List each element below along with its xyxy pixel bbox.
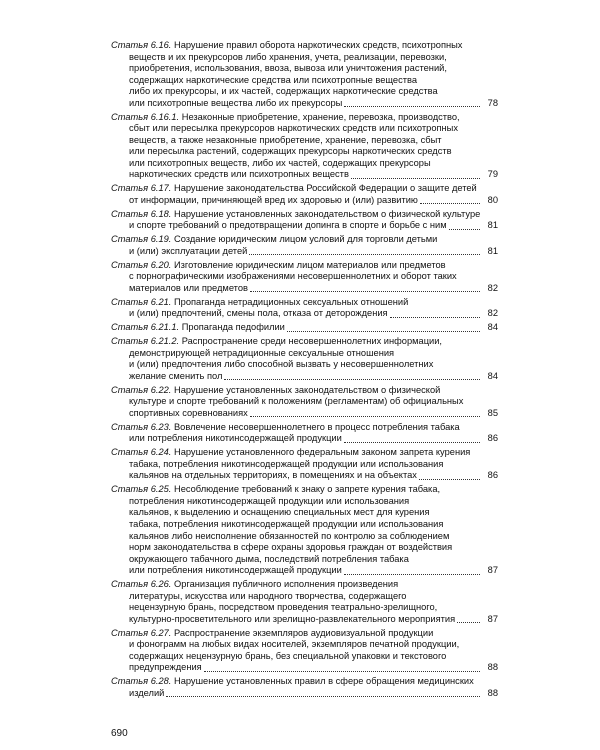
entry-page-number: 86 xyxy=(487,470,498,481)
entry-text-line: изделий xyxy=(129,687,165,698)
entry-text-line: Несоблюдение требований к знаку о запрете курения табака, xyxy=(173,484,441,495)
toc-entry xyxy=(111,676,498,699)
entry-text-line: Нарушение правил оборота наркотических средств, психотропных xyxy=(173,40,463,50)
entry-page-number: 87 xyxy=(487,613,498,624)
dot-leader xyxy=(204,671,480,672)
entry-text-line: содержащих наркотические средства или психотропные вещества xyxy=(129,74,418,85)
entry-text-line: или психотропных веществ, либо их частей, содержащих прекурсоры xyxy=(129,157,431,168)
toc-entry xyxy=(111,422,498,445)
toc-entry xyxy=(111,336,498,382)
entry-page-number: 79 xyxy=(487,169,498,180)
dot-leader xyxy=(420,203,480,204)
entry-text-line: Нарушение установленных правил в сфере обращения медицинских xyxy=(173,676,474,687)
article-number: Статья 6.16.1. xyxy=(111,111,180,122)
entry-text-line: либо их прекурсоры, и их частей, содержащих наркотические средства xyxy=(129,86,438,97)
entry-text-line: желание сменить пол xyxy=(129,370,223,381)
article-number: Статья 6.21.1. xyxy=(111,322,180,333)
entry-page-number: 85 xyxy=(487,407,498,418)
entry-text-line: содержащих нецензурную брань, без специальной упаковки и текстового xyxy=(129,650,447,661)
entry-text-line: Нарушение законодательства Российской Федерации о защите детей xyxy=(173,183,477,194)
toc-entry xyxy=(111,112,498,181)
entry-page-number: 81 xyxy=(487,220,498,231)
entry-text-line: или пересылка растений, содержащих прекурсоры наркотических средств xyxy=(129,146,452,157)
entry-text-line: окружающего табачного дыма, последствий потребления табака xyxy=(129,553,409,564)
article-number: Статья 6.25. xyxy=(111,484,172,495)
entry-text-line: Незаконные приобретение, хранение, перевозка, производство, xyxy=(181,111,460,122)
dot-leader xyxy=(344,106,480,107)
entry-text-line: или потребления никотинсодержащей продукции xyxy=(129,433,342,444)
toc-entry xyxy=(111,40,498,109)
entry-text-line: предупреждения xyxy=(129,662,202,673)
entry-text-line: материалов или предметов xyxy=(129,282,248,293)
article-number: Статья 6.17. xyxy=(111,183,172,194)
entry-text-line: или потребления никотинсодержащей продукции xyxy=(129,565,342,576)
toc-entry xyxy=(111,260,498,295)
entry-text-line: Изготовление юридическим лицом материалов или предметов xyxy=(173,259,446,270)
entry-text-line: Вовлечение несовершеннолетнего в процесс потребления табака xyxy=(173,421,460,432)
article-number: Статья 6.18. xyxy=(111,208,172,219)
entry-text-line: кальянов, к выделению и оснащению специальных мест для курения xyxy=(129,507,430,518)
entry-text-line: и фонограмм на любых видах носителей, экземпляров печатной продукции, xyxy=(129,639,460,650)
entry-text-line: кальянов либо неисполнение обязанностей по контролю за соблюдением xyxy=(129,530,450,541)
article-number: Статья 6.19. xyxy=(111,234,172,245)
entry-page-number: 84 xyxy=(487,370,498,381)
dot-leader xyxy=(344,574,480,575)
entry-page-number: 82 xyxy=(487,308,498,319)
entry-page-number: 84 xyxy=(487,322,498,333)
article-number: Статья 6.20. xyxy=(111,259,172,270)
dot-leader xyxy=(250,291,480,292)
article-number: Статья 6.22. xyxy=(111,384,172,395)
page-number: 690 xyxy=(111,728,128,739)
dot-leader xyxy=(287,331,480,332)
entry-text-line: потребления никотинсодержащей продукции или использования xyxy=(129,495,410,506)
entry-text-line: Нарушение установленных законодательством о физической культуре xyxy=(173,208,481,219)
dot-leader xyxy=(344,442,480,443)
entry-text-line: спортивных соревнованиях xyxy=(129,407,248,418)
article-number: Статья 6.28. xyxy=(111,676,172,687)
article-number: Статья 6.21. xyxy=(111,296,172,307)
toc-entry xyxy=(111,234,498,257)
entry-page-number: 86 xyxy=(487,433,498,444)
toc-entry xyxy=(111,183,498,206)
entry-text-line: Распространение среди несовершеннолетних информации, xyxy=(181,336,442,347)
dot-leader xyxy=(449,229,480,230)
dot-leader xyxy=(390,317,480,318)
entry-page-number: 88 xyxy=(487,687,498,698)
article-number: Статья 6.24. xyxy=(111,447,172,458)
entry-text-line: от информации, причиняющей вред их здоровью и (или) развитию xyxy=(129,194,418,205)
toc-entry xyxy=(111,628,498,674)
entry-text-line: культуре и спорте требований к положениям (регламентам) об официальных xyxy=(129,396,464,407)
toc-entry xyxy=(111,579,498,625)
entry-text-line: и (или) предпочтения либо способной вызвать у несовершеннолетних xyxy=(129,359,434,370)
entry-text-line: культурно-просветительного или зрелищно-развлекательного мероприятия xyxy=(129,613,456,624)
entry-text-line: сбыт или пересылка прекурсоров наркотических средств или психотропных xyxy=(129,123,458,134)
entry-text-line: и спорте требований о предотвращении допинга в спорте и борьбе с ним xyxy=(129,220,447,231)
entry-text-line: или психотропные вещества либо их прекурсоры xyxy=(129,97,343,108)
article-number: Статья 6.21.2. xyxy=(111,336,180,347)
entry-page-number: 88 xyxy=(487,662,498,673)
dot-leader xyxy=(224,379,480,380)
article-number: Статья 6.26. xyxy=(111,579,172,590)
toc-entry xyxy=(111,484,498,576)
entry-page-number: 82 xyxy=(487,282,498,293)
article-number: Статья 6.27. xyxy=(111,627,172,638)
toc-entry xyxy=(111,447,498,482)
entry-text-line: Нарушение установленных законодательством о физической xyxy=(173,384,441,395)
toc-entry xyxy=(111,322,498,334)
article-number: Статья 6.16. xyxy=(111,40,172,50)
dot-leader xyxy=(419,479,480,480)
entry-text-line: с порнографическими изображениями несовершеннолетних и оборот таких xyxy=(129,271,457,282)
entry-text-line: Нарушение установленного федеральным законом запрета курения xyxy=(173,447,471,458)
table-of-contents xyxy=(111,40,498,702)
dot-leader xyxy=(166,696,480,697)
entry-text-line: табака, потребления никотинсодержащей продукции или использования xyxy=(129,458,444,469)
entry-text-line: Организация публичного исполнения произведения xyxy=(173,579,399,590)
entry-text-line: приобретения, использования, ввоза, вывоза или уничтожения растений, xyxy=(129,63,447,74)
entry-text-line: Пропаганда нетрадиционных сексуальных отношений xyxy=(173,296,409,307)
toc-entry xyxy=(111,385,498,420)
entry-page-number: 80 xyxy=(487,194,498,205)
dot-leader xyxy=(249,254,480,255)
entry-page-number: 78 xyxy=(487,97,498,108)
entry-text-line: Распространение экземпляров аудиовизуальной продукции xyxy=(173,627,434,638)
entry-text-line: наркотических средств или психотропных веществ xyxy=(129,169,349,180)
entry-text-line: веществ, а также незаконные приобретение, хранение, перевозка, сбыт xyxy=(129,134,442,145)
entry-text-line: табака, потребления никотинсодержащей продукции или использования xyxy=(129,519,444,530)
article-number: Статья 6.23. xyxy=(111,421,172,432)
entry-page-number: 81 xyxy=(487,245,498,256)
entry-text-line: Создание юридическим лицом условий для торговли детьми xyxy=(173,234,438,245)
entry-text-line: нецензурную брань, посредством проведения театрально-зрелищного, xyxy=(129,602,438,613)
toc-entry xyxy=(111,297,498,320)
entry-text-line: литературы, искусства или народного творчества, содержащего xyxy=(129,590,407,601)
toc-entry xyxy=(111,209,498,232)
dot-leader xyxy=(457,622,480,623)
dot-leader xyxy=(250,416,480,417)
entry-page-number: 87 xyxy=(487,565,498,576)
entry-text-line: норм законодательства в сфере охраны здоровья граждан от воздействия xyxy=(129,542,453,553)
entry-text-line: веществ и их прекурсоров либо хранения, учета, реализации, перевозки, xyxy=(129,51,447,62)
entry-text-line: и (или) эксплуатации детей xyxy=(129,245,248,256)
dot-leader xyxy=(351,178,480,179)
entry-text-line: Пропаганда педофилии xyxy=(181,322,285,333)
entry-text-line: кальянов на отдельных территориях, в помещениях и на объектах xyxy=(129,470,417,481)
entry-text-line: и (или) предпочтений, смены пола, отказа от деторождения xyxy=(129,308,388,319)
entry-text-line: демонстрирующей нетрадиционные сексуальные отношения xyxy=(129,347,395,358)
